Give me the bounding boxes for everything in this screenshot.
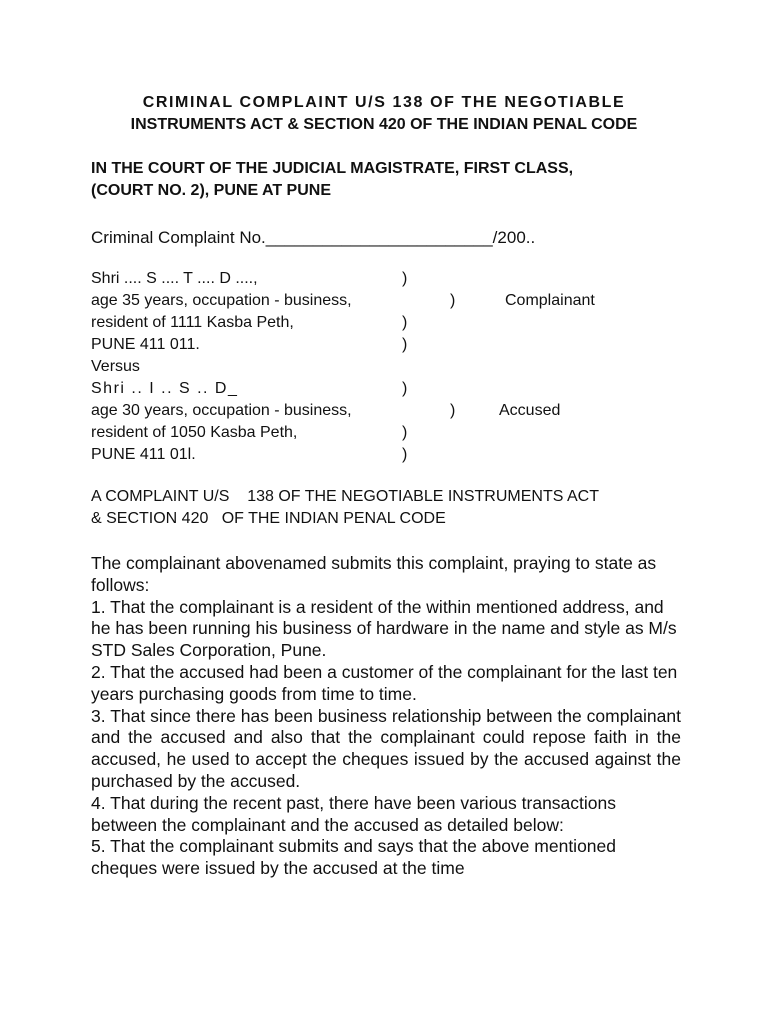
- bracket: ): [402, 446, 408, 463]
- body-paragraph-4: 4. That during the recent past, there have been various transactions between the complainant and the accused as detailed below:: [91, 792, 616, 835]
- body-intro: The complainant abovenamed submits this complaint, praying to state as follows:: [91, 553, 657, 595]
- complainant-role: Complainant: [505, 292, 595, 309]
- bracket: ): [402, 270, 408, 287]
- complainant-city: PUNE 411 011.: [91, 336, 200, 353]
- title-line-2: INSTRUMENTS ACT & SECTION 420 OF THE INDIAN PENAL CODE: [130, 116, 638, 133]
- bracket: ): [402, 380, 408, 397]
- accused-name: Shri .. I .. S .. D_: [91, 380, 239, 397]
- title-line-1: CRIMINAL COMPLAINT U/S 138 OF THE NEGOTIABLE: [142, 94, 626, 111]
- complainant-name: Shri .... S .... T .... D ....,: [91, 270, 258, 287]
- accused-address: resident of 1050 Kasba Peth,: [91, 424, 298, 441]
- body-paragraph-1: 1. That the complainant is a resident of the within mentioned address, and he has been running his business of hardware in the name and style as M/s STD Sales Corporation, Pune.: [91, 596, 677, 661]
- complainant-details: age 35 years, occupation - business,: [91, 292, 352, 309]
- complainant-address: resident of 1111 Kasba Peth,: [91, 314, 294, 331]
- bracket: ): [402, 314, 408, 331]
- versus-label: Versus: [91, 358, 140, 375]
- complaint-heading-1: A COMPLAINT U/S 138 OF THE NEGOTIABLE INSTRUMENTS ACT: [91, 488, 599, 505]
- body-paragraph-2: 2. That the accused had been a customer of the complainant for the last ten years purchasing goods from time to time.: [91, 661, 678, 704]
- body-paragraph-3: 3. That since there has been business relationship between the complainant and the accused and also that the complainant could repose faith in the accused, he used to accept the cheques issued by the accused against the purchased by the accused.: [91, 705, 681, 791]
- court-line-2: (COURT NO. 2), PUNE AT PUNE: [91, 182, 332, 199]
- body-paragraph-5: 5. That the complainant submits and says that the above mentioned cheques were issued by the accused at the time: [91, 836, 616, 879]
- accused-city: PUNE 411 01l.: [91, 446, 196, 463]
- court-line-1: IN THE COURT OF THE JUDICIAL MAGISTRATE, FIRST CLASS,: [91, 160, 574, 177]
- bracket: ): [450, 402, 456, 419]
- complaint-heading-2: & SECTION 420 OF THE INDIAN PENAL CODE: [91, 510, 446, 527]
- accused-role: Accused: [499, 402, 561, 419]
- bracket: ): [402, 424, 408, 441]
- accused-details: age 30 years, occupation - business,: [91, 402, 352, 419]
- bracket: ): [450, 292, 456, 309]
- bracket: ): [402, 336, 408, 353]
- complaint-number: Criminal Complaint No.________________________/200..: [91, 228, 536, 247]
- complaint-body: [91, 553, 681, 880]
